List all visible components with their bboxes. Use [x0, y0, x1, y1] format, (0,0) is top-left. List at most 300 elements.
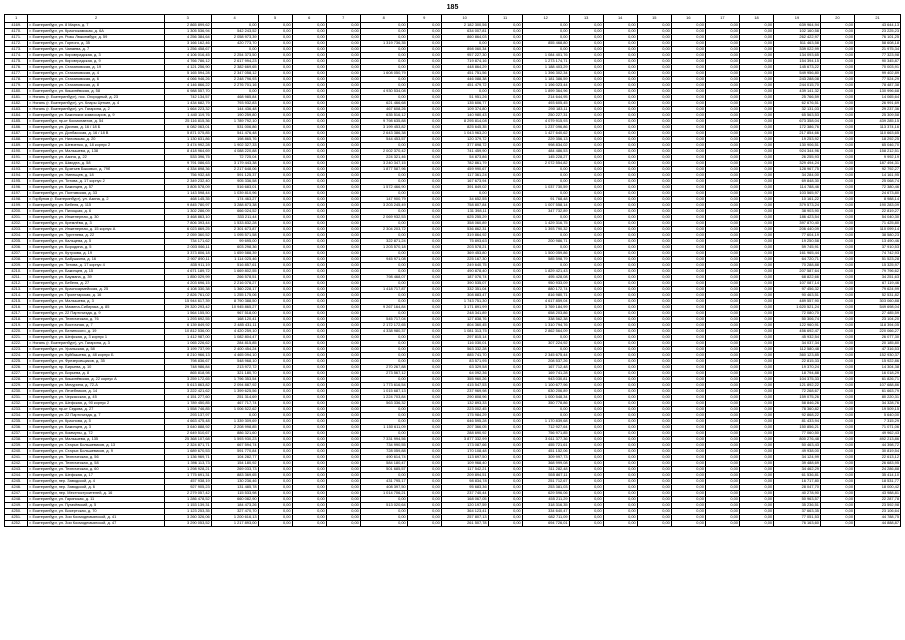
- amount-cell: 0,00: [671, 65, 705, 71]
- amount-cell: 0,00: [488, 149, 522, 155]
- amount-cell: 0,00: [488, 317, 522, 323]
- register-table-container: [0, 14, 905, 527]
- amount-cell: 0,00: [637, 149, 671, 155]
- amount-cell: 51 523,28: [854, 257, 900, 263]
- amount-cell: 0,00: [820, 461, 854, 467]
- amount-cell: 0,00: [407, 227, 441, 233]
- amount-cell: 0,00: [705, 521, 739, 527]
- amount-cell: 4 106 016,45: [164, 53, 211, 59]
- row-number-cell: 4197.: [5, 191, 28, 197]
- address-cell: г. Екатеринбург, ул. Бебеля, д. 115: [28, 203, 164, 209]
- amount-cell: 0,00: [569, 353, 603, 359]
- amount-cell: 45 932,54: [774, 335, 821, 341]
- amount-cell: 0,00: [258, 443, 292, 449]
- amount-cell: 1 773 616,54: [360, 383, 407, 389]
- amount-cell: 0,00: [326, 461, 360, 467]
- amount-cell: 269 033,73: [211, 467, 258, 473]
- amount-cell: 0,00: [326, 41, 360, 47]
- amount-cell: 0,00: [637, 161, 671, 167]
- amount-cell: 15 944 617,39: [164, 299, 211, 305]
- amount-cell: 390 535,07: [441, 281, 488, 287]
- column-number-header: 6: [292, 15, 326, 23]
- amount-cell: 0,00: [292, 89, 326, 95]
- amount-cell: 0,00: [739, 419, 773, 425]
- amount-cell: 0,00: [820, 119, 854, 125]
- amount-cell: 0,00: [360, 269, 407, 275]
- amount-cell: 0,00: [360, 263, 407, 269]
- address-cell: г. Екатеринбург, ул. Мамина-Сибиряка, д. 85: [28, 305, 164, 311]
- amount-cell: 1 418 717,87: [360, 287, 407, 293]
- amount-cell: 0,00: [820, 137, 854, 143]
- amount-cell: 0,00: [705, 89, 739, 95]
- amount-cell: 4 465 094,10: [211, 353, 258, 359]
- address-cell: г. Екатеринбург, ул. Горного, д. 35: [28, 41, 164, 47]
- amount-cell: 0,00: [820, 347, 854, 353]
- amount-cell: 943 030,81: [522, 377, 569, 383]
- amount-cell: 1 181 386,59: [522, 77, 569, 83]
- address-cell: г. Екатеринбург, ул. Бирьева, д. 8: [28, 371, 164, 377]
- amount-cell: 0,00: [488, 413, 522, 419]
- amount-cell: 0,00: [820, 53, 854, 59]
- address-cell: г. Екатеринбург, ул. Пролетарская, д. 16: [28, 293, 164, 299]
- amount-cell: 62 676,51: [774, 101, 821, 107]
- amount-cell: 0,00: [705, 47, 739, 53]
- amount-cell: 0,00: [820, 113, 854, 119]
- amount-cell: 37 910,53: [854, 245, 900, 251]
- amount-cell: 61 826,71: [854, 377, 900, 383]
- amount-cell: 318 316,35: [522, 503, 569, 509]
- amount-cell: 0,00: [522, 347, 569, 353]
- amount-cell: 0,00: [292, 35, 326, 41]
- amount-cell: 0,00: [671, 83, 705, 89]
- amount-cell: 3 203 245,49: [360, 203, 407, 209]
- amount-cell: 0,00: [407, 167, 441, 173]
- amount-cell: 321 180,70: [211, 371, 258, 377]
- amount-cell: 0,00: [637, 311, 671, 317]
- address-cell: г. Екатеринбург, ул. Бородина, д. 5: [28, 245, 164, 251]
- amount-cell: 0,00: [603, 323, 637, 329]
- amount-cell: 167 673,94: [441, 179, 488, 185]
- amount-cell: 0,00: [739, 245, 773, 251]
- amount-cell: 0,00: [326, 95, 360, 101]
- amount-cell: 0,00: [603, 485, 637, 491]
- amount-cell: 0,00: [258, 59, 292, 65]
- amount-cell: 0,00: [603, 287, 637, 293]
- amount-cell: 0,00: [637, 347, 671, 353]
- amount-cell: 0,00: [569, 275, 603, 281]
- amount-cell: 0,00: [258, 377, 292, 383]
- address-cell: г. Екатеринбург, ул. Стахановская, д. 8: [28, 83, 164, 89]
- amount-cell: 0,00: [739, 389, 773, 395]
- amount-cell: 0,00: [637, 209, 671, 215]
- amount-cell: 0,00: [739, 191, 773, 197]
- amount-cell: 0,00: [603, 239, 637, 245]
- amount-cell: 184 473,26: [211, 503, 258, 509]
- amount-cell: 43 988,81: [854, 491, 900, 497]
- amount-cell: 0,00: [569, 473, 603, 479]
- amount-cell: 0,00: [705, 23, 739, 29]
- address-cell: г. Екатеринбург, ул. Красноармейская, д. 25: [28, 287, 164, 293]
- amount-cell: 957 227,30: [441, 53, 488, 59]
- amount-cell: 0,00: [407, 467, 441, 473]
- amount-cell: 536 862,31: [441, 227, 488, 233]
- amount-cell: 0,00: [292, 521, 326, 527]
- amount-cell: 0,00: [739, 29, 773, 35]
- amount-cell: 0,00: [739, 221, 773, 227]
- amount-cell: 0,00: [326, 257, 360, 263]
- amount-cell: 0,00: [407, 497, 441, 503]
- amount-cell: 0,00: [705, 473, 739, 479]
- address-cell: г. Екатеринбург, ул. Умельцев, д. 18: [28, 173, 164, 179]
- amount-cell: 0,00: [671, 239, 705, 245]
- address-cell: г. Екатеринбург, ул. Черкасская, д. 45: [28, 395, 164, 401]
- amount-cell: 1 558 746,85: [164, 407, 211, 413]
- amount-cell: 23 225,23: [854, 29, 900, 35]
- amount-cell: 865 818,98: [164, 371, 211, 377]
- amount-cell: 0,00: [326, 485, 360, 491]
- amount-cell: 0,00: [820, 353, 854, 359]
- column-number-header: 17: [705, 15, 739, 23]
- amount-cell: 0,00: [488, 143, 522, 149]
- amount-cell: 214 644,95: [522, 95, 569, 101]
- amount-cell: 0,00: [292, 293, 326, 299]
- amount-cell: 0,00: [739, 137, 773, 143]
- amount-cell: 455 211,29: [522, 497, 569, 503]
- amount-cell: 0,00: [522, 47, 569, 53]
- amount-cell: 0,00: [637, 365, 671, 371]
- amount-cell: 0,00: [326, 479, 360, 485]
- amount-cell: 495 428,08: [522, 275, 569, 281]
- amount-cell: 0,00: [569, 479, 603, 485]
- amount-cell: 0,00: [637, 41, 671, 47]
- amount-cell: 0,00: [407, 83, 441, 89]
- amount-cell: 4 420 259,10: [211, 329, 258, 335]
- amount-cell: 603 298,36: [211, 245, 258, 251]
- amount-cell: 1 393 790,32: [522, 227, 569, 233]
- amount-cell: 0,00: [292, 191, 326, 197]
- amount-cell: 0,00: [637, 155, 671, 161]
- amount-cell: 1 620 521,24: [774, 305, 821, 311]
- amount-cell: 0,00: [292, 23, 326, 29]
- amount-cell: 0,00: [326, 47, 360, 53]
- amount-cell: 0,00: [569, 413, 603, 419]
- amount-cell: 0,00: [258, 227, 292, 233]
- amount-cell: 0,00: [488, 185, 522, 191]
- amount-cell: 0,00: [705, 233, 739, 239]
- amount-cell: 0,00: [739, 173, 773, 179]
- amount-cell: 0,00: [637, 107, 671, 113]
- amount-cell: 0,00: [569, 161, 603, 167]
- amount-cell: 0,00: [820, 437, 854, 443]
- amount-cell: 168 120,41: [211, 317, 258, 323]
- row-number-cell: 4236.: [5, 425, 28, 431]
- amount-cell: 0,00: [637, 113, 671, 119]
- amount-cell: 152 930,37: [854, 353, 900, 359]
- amount-cell: 0,00: [603, 359, 637, 365]
- amount-cell: 32 131,03: [774, 107, 821, 113]
- amount-cell: 9 845 780,97: [164, 203, 211, 209]
- amount-cell: 0,00: [637, 353, 671, 359]
- amount-cell: 0,00: [258, 47, 292, 53]
- amount-cell: 0,00: [705, 407, 739, 413]
- amount-cell: 1 360 228,17: [211, 287, 258, 293]
- amount-cell: 0,00: [258, 161, 292, 167]
- address-cell: г. Екатеринбург, ул. Кутузова, д. 19: [28, 251, 164, 257]
- amount-cell: 0,00: [569, 383, 603, 389]
- amount-cell: 905 336,58: [211, 179, 258, 185]
- amount-cell: 1 015 687,13: [360, 389, 407, 395]
- amount-cell: 0,00: [820, 473, 854, 479]
- address-cell: г. Екатеринбург, ул. Лечебников, д. 14: [28, 389, 164, 395]
- amount-cell: 0,00: [292, 287, 326, 293]
- row-number-cell: 4201.: [5, 215, 28, 221]
- row-number-cell: 4189.: [5, 143, 28, 149]
- amount-cell: 0,00: [820, 305, 854, 311]
- amount-cell: 0,00: [258, 149, 292, 155]
- amount-cell: 120 197,59: [441, 503, 488, 509]
- amount-cell: 1 037 730,59: [522, 185, 569, 191]
- column-number-header: 2: [28, 15, 164, 23]
- amount-cell: 0,00: [258, 221, 292, 227]
- amount-cell: 0,00: [705, 155, 739, 161]
- amount-cell: 0,00: [705, 335, 739, 341]
- amount-cell: 0,00: [637, 233, 671, 239]
- amount-cell: 0,00: [603, 281, 637, 287]
- amount-cell: 0,00: [258, 263, 292, 269]
- amount-cell: 0,00: [522, 233, 569, 239]
- amount-cell: 0,00: [739, 443, 773, 449]
- amount-cell: 0,00: [292, 29, 326, 35]
- amount-cell: 26 077,30: [854, 335, 900, 341]
- amount-cell: 0,00: [292, 509, 326, 515]
- amount-cell: 0,00: [603, 299, 637, 305]
- amount-cell: 0,00: [407, 299, 441, 305]
- amount-cell: 0,00: [326, 125, 360, 131]
- amount-cell: 0,00: [258, 431, 292, 437]
- address-cell: г. Екатеринбург, ул. Азина, д. 22: [28, 155, 164, 161]
- amount-cell: 0,00: [326, 365, 360, 371]
- amount-cell: 0,00: [705, 95, 739, 101]
- amount-cell: 0,00: [820, 455, 854, 461]
- amount-cell: 0,00: [407, 407, 441, 413]
- amount-cell: 0,00: [820, 443, 854, 449]
- amount-cell: 71 071,06: [854, 425, 900, 431]
- amount-cell: 0,00: [739, 65, 773, 71]
- amount-cell: 0,00: [488, 425, 522, 431]
- row-number-cell: 4206.: [5, 245, 28, 251]
- address-cell: г. Екатеринбург, ул. Кишинёвская, д. 58: [28, 89, 164, 95]
- amount-cell: 0,00: [292, 401, 326, 407]
- amount-cell: 0,00: [705, 455, 739, 461]
- amount-cell: 0,00: [603, 347, 637, 353]
- amount-cell: 0,00: [671, 311, 705, 317]
- amount-cell: 0,00: [820, 431, 854, 437]
- amount-cell: 0,00: [292, 113, 326, 119]
- amount-cell: 120 379,72: [441, 137, 488, 143]
- amount-cell: 0,00: [820, 293, 854, 299]
- amount-cell: 14 304,38: [854, 365, 900, 371]
- amount-cell: 1 412 987,00: [164, 335, 211, 341]
- amount-cell: 0,00: [671, 491, 705, 497]
- amount-cell: 3 805 578,09: [164, 185, 211, 191]
- amount-cell: 0,00: [258, 323, 292, 329]
- amount-cell: 0,00: [637, 461, 671, 467]
- amount-cell: 0,00: [407, 461, 441, 467]
- amount-cell: 0,00: [820, 485, 854, 491]
- amount-cell: 0,00: [671, 41, 705, 47]
- amount-cell: 516 683,01: [211, 185, 258, 191]
- amount-cell: 0,00: [360, 173, 407, 179]
- amount-cell: 0,00: [705, 143, 739, 149]
- amount-cell: 0,00: [569, 419, 603, 425]
- address-cell: г. Екатеринбург, ул. Кишинёвская, д. 22 корпус А: [28, 377, 164, 383]
- amount-cell: 0,00: [569, 233, 603, 239]
- amount-cell: 0,00: [569, 335, 603, 341]
- amount-cell: 158 212,51: [854, 149, 900, 155]
- amount-cell: 0,00: [739, 323, 773, 329]
- amount-cell: 0,00: [407, 323, 441, 329]
- amount-cell: 0,00: [360, 47, 407, 53]
- amount-cell: 741 459,90: [441, 149, 488, 155]
- amount-cell: 0,00: [488, 461, 522, 467]
- amount-cell: 208 537,26: [522, 359, 569, 365]
- amount-cell: 1 829 421,43: [522, 269, 569, 275]
- amount-cell: 0,00: [739, 491, 773, 497]
- amount-cell: 0,00: [488, 455, 522, 461]
- amount-cell: 0,00: [671, 155, 705, 161]
- column-number-header: 9: [407, 15, 441, 23]
- row-number-cell: 4223.: [5, 347, 28, 353]
- amount-cell: 0,00: [705, 173, 739, 179]
- amount-cell: 0,00: [407, 149, 441, 155]
- amount-cell: 0,00: [292, 233, 326, 239]
- row-number-cell: 4203.: [5, 227, 28, 233]
- amount-cell: 118 394,05: [854, 323, 900, 329]
- amount-cell: 0,00: [739, 47, 773, 53]
- amount-cell: 0,00: [360, 431, 407, 437]
- amount-cell: 1 399 625,56: [211, 389, 258, 395]
- row-number-cell: 4252.: [5, 521, 28, 527]
- amount-cell: 0,00: [820, 185, 854, 191]
- amount-cell: 950 933,09: [522, 281, 569, 287]
- amount-cell: 0,00: [258, 461, 292, 467]
- amount-cell: 0,00: [360, 311, 407, 317]
- amount-cell: 0,00: [360, 347, 407, 353]
- amount-cell: 0,00: [603, 53, 637, 59]
- amount-cell: 0,00: [488, 215, 522, 221]
- address-cell: г. Екатеринбург, ул. Шефская, д. 3 корпус 1: [28, 335, 164, 341]
- amount-cell: 0,00: [603, 461, 637, 467]
- amount-cell: 0,00: [705, 503, 739, 509]
- amount-cell: 0,00: [326, 119, 360, 125]
- amount-cell: 420 773,70: [211, 41, 258, 47]
- row-number-cell: 4198.: [5, 197, 28, 203]
- amount-cell: 1 298 928,21: [164, 467, 211, 473]
- amount-cell: 0,00: [739, 89, 773, 95]
- amount-cell: 9 992,19: [854, 155, 900, 161]
- amount-cell: 0,00: [488, 293, 522, 299]
- row-number-cell: 4209.: [5, 263, 28, 269]
- amount-cell: 0,00: [705, 377, 739, 383]
- amount-cell: 0,00: [705, 395, 739, 401]
- amount-cell: 0,00: [820, 191, 854, 197]
- amount-cell: 0,00: [671, 59, 705, 65]
- amount-cell: 107 688,86: [854, 383, 900, 389]
- amount-cell: 467 608,26: [360, 107, 407, 113]
- amount-cell: 0,00: [637, 389, 671, 395]
- amount-cell: 3 290 053,52: [164, 521, 211, 527]
- address-cell: г. Екатеринбург, ул. Кальцева, д. 5: [28, 239, 164, 245]
- amount-cell: 585 598,79: [522, 257, 569, 263]
- amount-cell: 0,00: [739, 383, 773, 389]
- amount-cell: 0,00: [488, 335, 522, 341]
- amount-cell: 0,00: [360, 407, 407, 413]
- row-number-cell: 4183.: [5, 107, 28, 113]
- amount-cell: 0,00: [360, 299, 407, 305]
- amount-cell: 0,00: [407, 251, 441, 257]
- amount-cell: 1 114 025,46: [211, 257, 258, 263]
- amount-cell: 0,00: [739, 479, 773, 485]
- amount-cell: 782 861,79: [441, 161, 488, 167]
- amount-cell: 0,00: [407, 239, 441, 245]
- amount-cell: 0,00: [326, 293, 360, 299]
- row-number-cell: 4241.: [5, 455, 28, 461]
- amount-cell: 0,00: [407, 209, 441, 215]
- amount-cell: 0,00: [326, 173, 360, 179]
- amount-cell: 0,00: [258, 179, 292, 185]
- row-number-cell: 4224.: [5, 353, 28, 359]
- amount-cell: 501 685,57: [360, 467, 407, 473]
- amount-cell: 0,00: [637, 125, 671, 131]
- amount-cell: 0,00: [569, 155, 603, 161]
- amount-cell: 0,00: [569, 485, 603, 491]
- amount-cell: 0,00: [292, 395, 326, 401]
- amount-cell: 0,00: [637, 509, 671, 515]
- amount-cell: 0,00: [637, 77, 671, 83]
- amount-cell: 0,00: [603, 377, 637, 383]
- amount-cell: 0,00: [258, 209, 292, 215]
- amount-cell: 0,00: [739, 227, 773, 233]
- address-cell: г. Екатеринбург, ул. 22 Партсъезда, д. 9: [28, 311, 164, 317]
- amount-cell: 804 360,45: [441, 323, 488, 329]
- amount-cell: 0,00: [569, 287, 603, 293]
- amount-cell: 0,00: [258, 65, 292, 71]
- amount-cell: 0,00: [705, 101, 739, 107]
- amount-cell: 43 644,13: [854, 23, 900, 29]
- amount-cell: 0,00: [292, 281, 326, 287]
- amount-cell: 0,00: [258, 89, 292, 95]
- amount-cell: 209 894,51: [441, 473, 488, 479]
- amount-cell: 77 524,29: [854, 77, 900, 83]
- amount-cell: 0,00: [671, 137, 705, 143]
- row-number-cell: 4231.: [5, 395, 28, 401]
- amount-cell: 4 079 915,93: [522, 119, 569, 125]
- amount-cell: 0,00: [603, 521, 637, 527]
- amount-cell: 0,00: [258, 173, 292, 179]
- amount-cell: 307 224,92: [522, 341, 569, 347]
- amount-cell: 1 150 611,09: [360, 425, 407, 431]
- amount-cell: 0,00: [488, 65, 522, 71]
- amount-cell: 0,00: [488, 377, 522, 383]
- amount-cell: 490 878,40: [441, 269, 488, 275]
- amount-cell: 0,00: [360, 179, 407, 185]
- amount-cell: 0,00: [671, 143, 705, 149]
- amount-cell: 549 956,80: [774, 71, 821, 77]
- amount-cell: 308 883,47: [441, 293, 488, 299]
- amount-cell: 0,00: [326, 209, 360, 215]
- amount-cell: 0,00: [603, 251, 637, 257]
- amount-cell: 0,00: [407, 29, 441, 35]
